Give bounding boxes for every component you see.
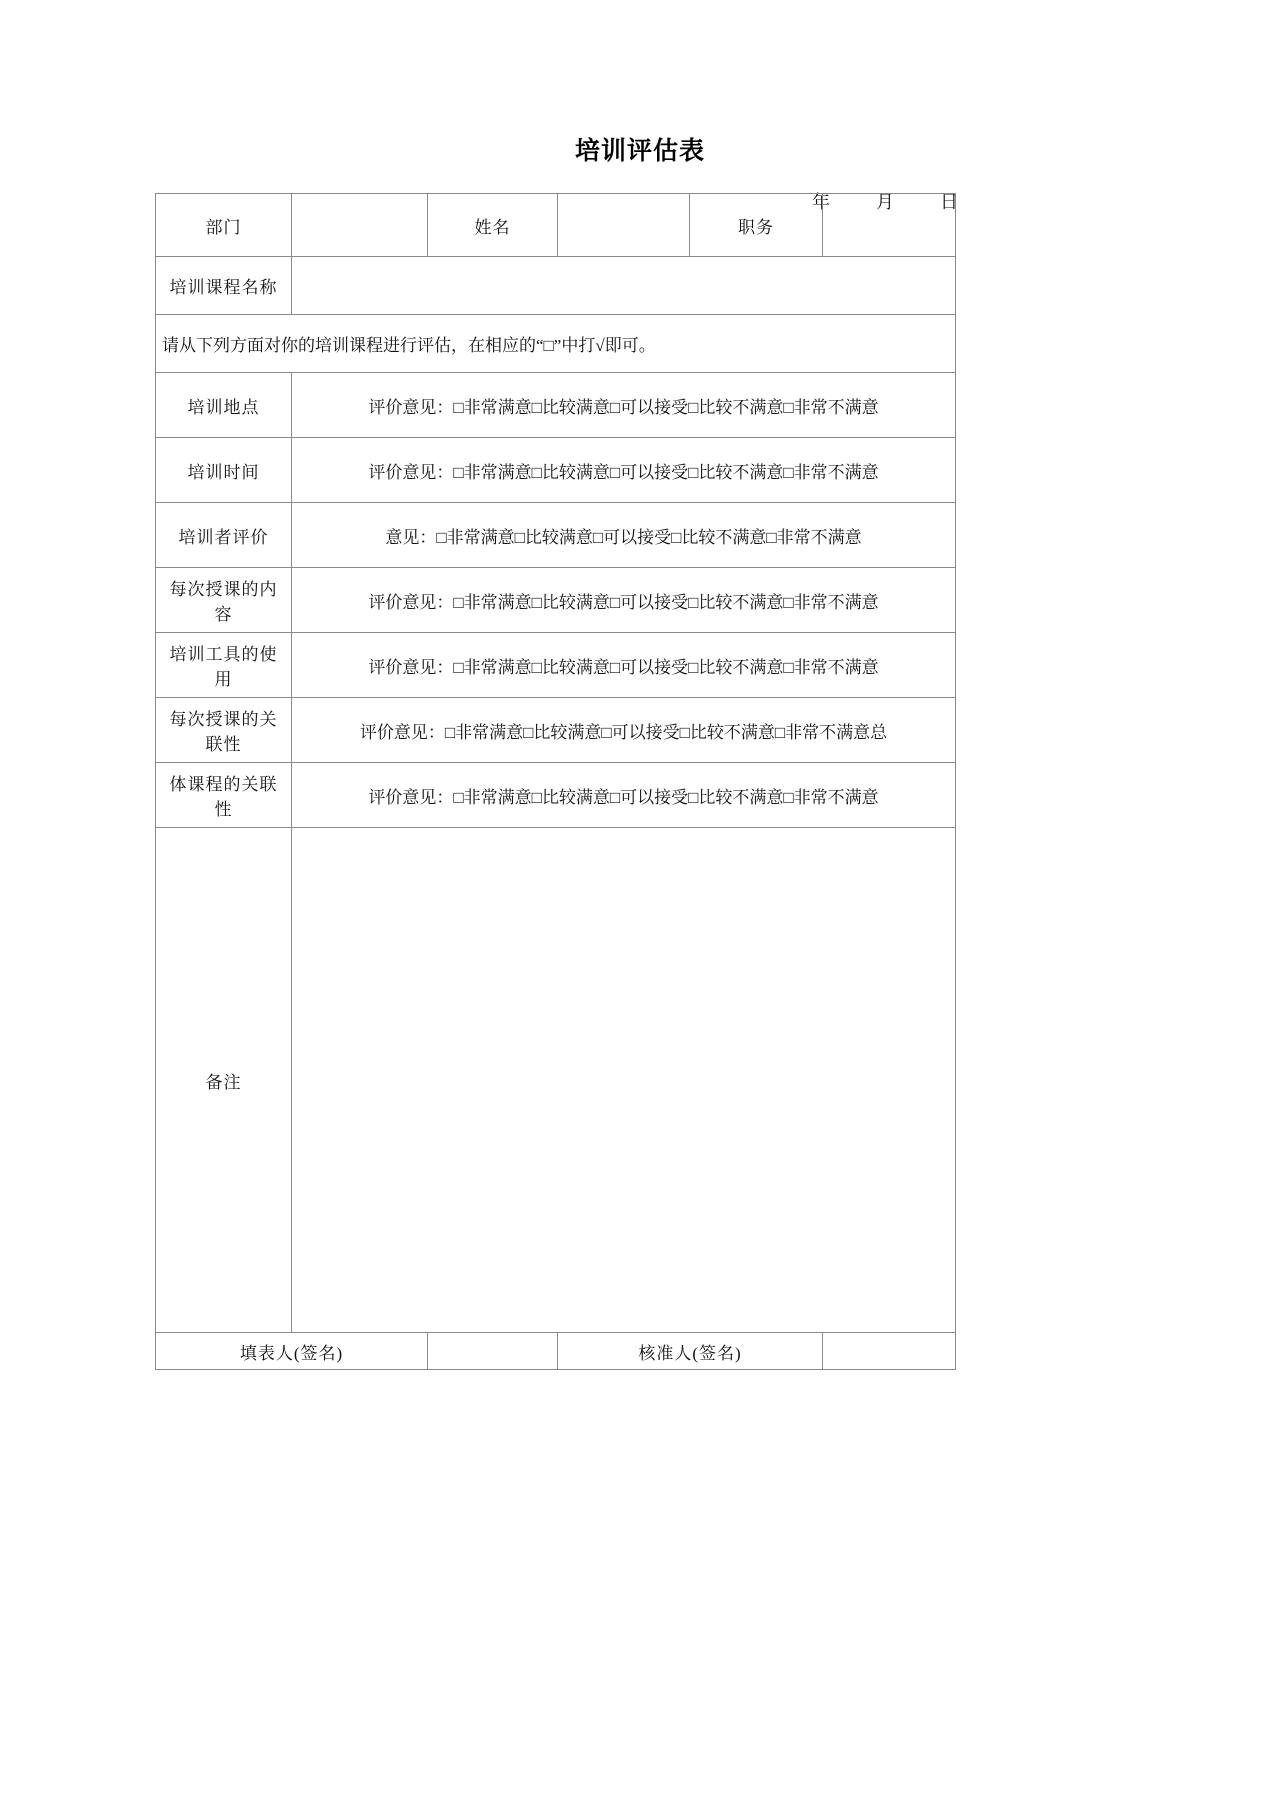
table-row (156, 698, 956, 763)
filler-signature-label: 填表人(签名) (156, 1333, 428, 1370)
filler-signature-value[interactable] (428, 1333, 558, 1370)
course-name-value[interactable] (292, 257, 956, 315)
instruction-text: 请从下列方面对你的培训课程进行评估，在相应的“□”中打√即可。 (156, 315, 956, 373)
table-row (156, 763, 956, 828)
eval-options-4[interactable]: 评价意见：□非常满意□比较满意□可以接受□比较不满意□非常不满意 (292, 633, 956, 698)
eval-options-0[interactable]: 评价意见：□非常满意□比较满意□可以接受□比较不满意□非常不满意 (292, 373, 956, 438)
eval-label-5: 每次授课的关联性 (156, 698, 292, 763)
eval-label-0: 培训地点 (156, 373, 292, 438)
eval-options-5[interactable]: 评价意见：□非常满意□比较满意□可以接受□比较不满意□非常不满意总 (292, 698, 956, 763)
training-evaluation-table (155, 193, 956, 1370)
table-row (156, 633, 956, 698)
eval-options-2[interactable]: 意见：□非常满意□比较满意□可以接受□比较不满意□非常不满意 (292, 503, 956, 568)
eval-options-1[interactable]: 评价意见：□非常满意□比较满意□可以接受□比较不满意□非常不满意 (292, 438, 956, 503)
approver-signature-value[interactable] (823, 1333, 956, 1370)
remark-value[interactable] (292, 828, 956, 1333)
eval-options-3[interactable]: 评价意见：□非常满意□比较满意□可以接受□比较不满意□非常不满意 (292, 568, 956, 633)
table-row-remark (156, 828, 956, 1333)
name-label: 姓名 (428, 194, 558, 257)
eval-label-3: 每次授课的内容 (156, 568, 292, 633)
eval-label-1: 培训时间 (156, 438, 292, 503)
page-title: 培训评估表 (574, 137, 705, 165)
date-year-label: 年 (812, 192, 830, 212)
course-name-label: 培训课程名称 (156, 257, 292, 315)
eval-label-4: 培训工具的使用 (156, 633, 292, 698)
position-label: 职务 (690, 194, 823, 257)
table-row-instruction (156, 315, 956, 373)
department-value[interactable] (292, 194, 428, 257)
table-row (156, 568, 956, 633)
approver-signature-label: 核准人(签名) (558, 1333, 823, 1370)
eval-options-6[interactable]: 评价意见：□非常满意□比较满意□可以接受□比较不满意□非常不满意 (292, 763, 956, 828)
table-row-course-name (156, 257, 956, 315)
date-day-label: 日 (940, 192, 958, 212)
remark-label: 备注 (156, 828, 292, 1333)
eval-label-2: 培训者评价 (156, 503, 292, 568)
table-row-signature (156, 1333, 956, 1370)
eval-label-6: 体课程的关联性 (156, 763, 292, 828)
table-row-identity (156, 194, 956, 257)
position-value[interactable] (823, 194, 956, 257)
table-row (156, 503, 956, 568)
department-label: 部门 (156, 194, 292, 257)
name-value[interactable] (558, 194, 690, 257)
table-row (156, 438, 956, 503)
table-row (156, 373, 956, 438)
date-month-label: 月 (876, 192, 894, 212)
